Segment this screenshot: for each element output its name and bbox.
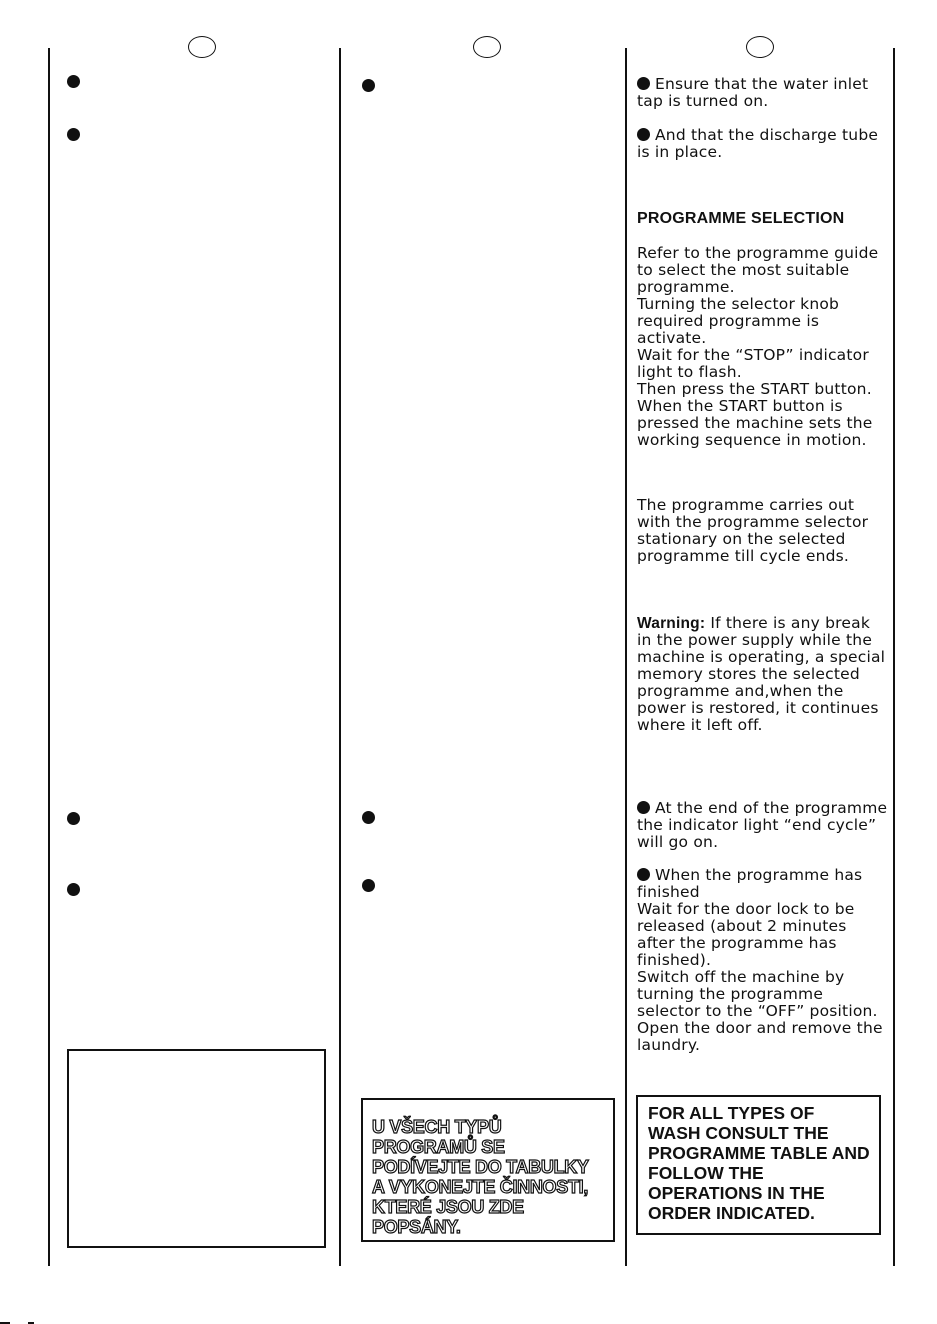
bullet-text: At the end of the programme the indicator light “end cycle” will go on.	[637, 799, 888, 851]
language-circle-middle	[473, 36, 501, 58]
finish-line: Open the door and remove the laundry.	[637, 1019, 883, 1054]
warning-label: Warning:	[637, 615, 706, 632]
middle-bullet-2	[362, 811, 375, 824]
bullet-icon	[637, 801, 650, 814]
middle-bullet-1	[362, 79, 375, 92]
right-bullet-finished	[637, 867, 889, 1054]
bullet-icon	[637, 128, 650, 141]
column-divider-2	[339, 48, 341, 1266]
finish-line: Switch off the machine by turning the programme selector to the “OFF” position.	[637, 968, 878, 1020]
column-divider-4	[893, 48, 895, 1266]
bullet-text: And that the discharge tube is in place.	[637, 126, 879, 161]
language-circle-left	[188, 36, 216, 58]
left-bullet-4	[67, 883, 80, 896]
warning-text: If there is any break in the power supply while the machine is operating, a special memory stores the selected programme and,when the power is restored, it continues where it left off.	[637, 614, 886, 734]
selection-line: Then press the START button.	[637, 380, 872, 398]
middle-notice-box: U VŠECH TYPŮ PROGRAMŮ SE PODÍVEJTE DO TABULKY A VYKONEJTE ČINNOSTI, KTERÉ JSOU ZDE POPSÁNY.	[361, 1098, 615, 1242]
selection-line: Refer to the programme guide to select the most suitable programme.	[637, 244, 879, 296]
left-bullet-3	[67, 812, 80, 825]
left-bullet-1	[67, 75, 80, 88]
language-circle-right	[746, 36, 774, 58]
bullet-icon	[637, 77, 650, 90]
bullet-text: Ensure that the water inlet tap is turned on.	[637, 75, 869, 110]
selection-line: When the START button is pressed the machine sets the working sequence in motion.	[637, 397, 873, 449]
column-divider-3	[625, 48, 627, 1266]
right-notice-box: FOR ALL TYPES OF WASH CONSULT THE PROGRAMME TABLE AND FOLLOW THE OPERATIONS IN THE ORDER INDICATED.	[636, 1095, 881, 1235]
bullet-icon	[637, 868, 650, 881]
middle-bullet-3	[362, 879, 375, 892]
section-heading: PROGRAMME SELECTION	[637, 210, 845, 227]
right-bullet-end-cycle	[637, 800, 889, 851]
selection-line: Turning the selector knob required programme is activate.	[637, 295, 840, 347]
right-bullet-discharge-tube	[637, 127, 889, 161]
finish-line: Wait for the door lock to be released (about 2 minutes after the programme has finished).	[637, 900, 855, 969]
bullet-text: When the programme has finished	[637, 866, 863, 901]
left-notice-box	[67, 1049, 326, 1248]
left-bullet-2	[67, 128, 80, 141]
carry-out-paragraph: The programme carries out with the programme selector stationary on the selected programme till cycle ends.	[637, 496, 869, 565]
selection-line: Wait for the “STOP” indicator light to flash.	[637, 346, 869, 381]
warning-paragraph	[637, 615, 889, 734]
right-bullet-water-tap	[637, 76, 889, 110]
column-divider-1	[48, 48, 50, 1266]
programme-selection-text	[637, 245, 889, 449]
